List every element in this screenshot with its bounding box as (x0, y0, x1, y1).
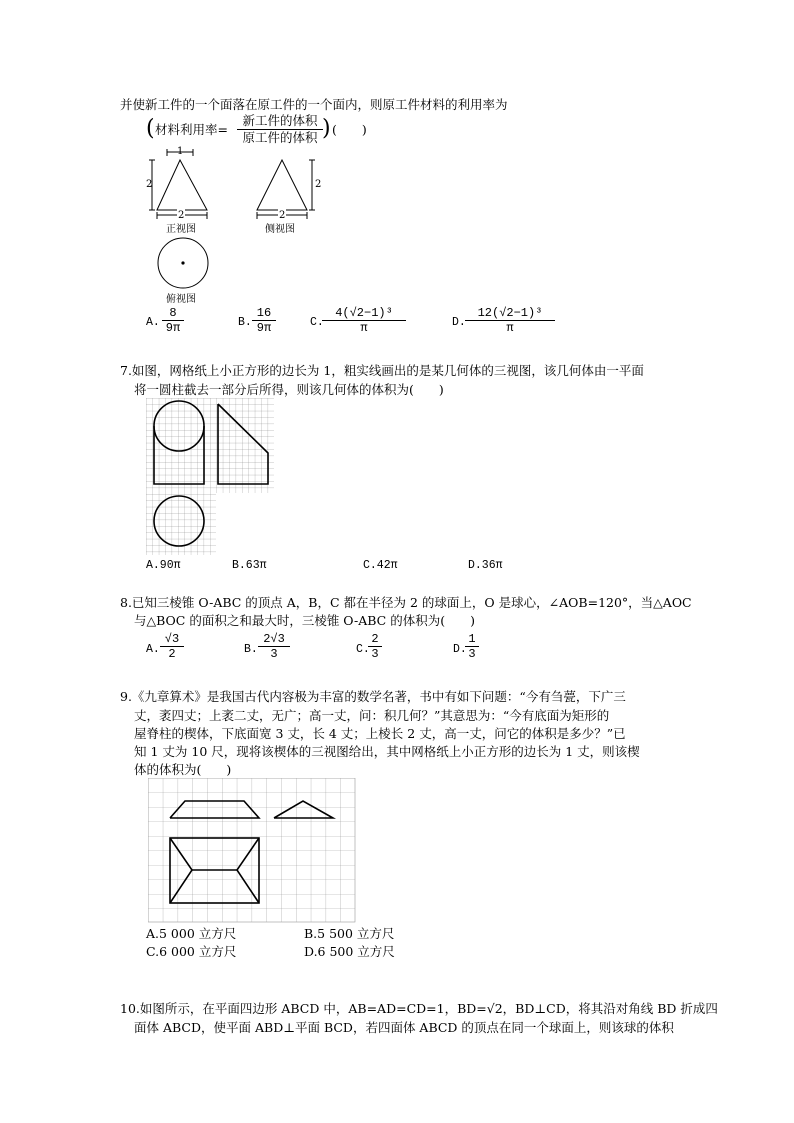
q9-stem-line2: 丈，袤四丈；上袤二丈，无广；高一丈，问：积几何？”其意思为：“今有底面为矩形的 (134, 708, 610, 723)
q6-option-b-label: B. (238, 316, 252, 329)
q9-stem-line1: 9.《九章算术》是我国古代内容极为丰富的数学名著，书中有如下问题：“今有刍甍，下广三 (120, 689, 626, 704)
q6-formula-denominator: 原工件的体积 (237, 129, 323, 146)
q8-option-b-den: 3 (258, 646, 290, 661)
q6-option-d-num: 12(√2−1)³ (477, 306, 543, 320)
q6-top-view-label: 俯视图 (166, 294, 196, 305)
q6-formula-lparen: ( (146, 116, 155, 141)
q7-stem-line2: 将一圆柱截去一部分后所得，则该几何体的体积为( ) (134, 382, 444, 397)
q8-option-c-num: 2 (371, 632, 379, 646)
q9-option-d: D.6 500 立方尺 (304, 944, 395, 959)
q8-option-c-den: 3 (368, 646, 382, 661)
q6-dim-bottom-side: 2 (278, 207, 286, 224)
q8-option-d-fraction (465, 632, 479, 661)
q9-stem-line5: 体的体积为( ) (134, 762, 232, 777)
q9-option-a: A.5 000 立方尺 (146, 926, 237, 941)
q6-dim-bottom-front: 2 (177, 207, 185, 224)
q8-option-c-label: C. (356, 643, 370, 656)
q8-option-a-num: √3 (164, 632, 180, 646)
q7-grid-figure (146, 398, 274, 555)
q8-option-b-fraction (258, 632, 290, 661)
q6-option-a-den: 9π (162, 320, 184, 335)
q6-formula-rparen: ) (322, 116, 331, 141)
q8-option-c-fraction (368, 632, 382, 661)
q9-option-c: C.6 000 立方尺 (146, 944, 237, 959)
q8-option-d-label: D. (453, 643, 467, 656)
q7-option-d: D.36π (468, 559, 503, 572)
q10-stem-line1: 10.如图所示，在平面四边形 ABCD 中，AB=AD=CD=1，BD=√2，BD⊥CD，将其沿对角线 BD 折成四 (120, 1001, 718, 1016)
q6-formula-prefix: 材料利用率= (155, 122, 228, 137)
q6-option-a-label: A. (146, 316, 160, 329)
q8-option-d-den: 3 (465, 646, 479, 661)
q6-answer-paren: ( ) (332, 122, 367, 137)
q8-stem-line2: 与△BOC 的面积之和最大时，三棱锥 O-ABC 的体积为( ) (134, 613, 475, 628)
q9-stem-line3: 屋脊柱的楔体，下底面宽 3 丈，长 4 丈；上棱长 2 丈，高一丈，问它的体积是多少？”已 (134, 726, 626, 741)
q8-option-d-num: 1 (468, 632, 476, 646)
q8-option-a-fraction (160, 632, 184, 661)
q6-option-a-fraction (162, 306, 184, 335)
q8-option-b-num: 2√3 (263, 632, 285, 646)
q6-option-c-fraction (322, 306, 406, 335)
q7-option-b: B.63π (232, 559, 267, 572)
q6-front-view-label: 正视图 (166, 224, 196, 235)
q6-option-b-den: 9π (252, 320, 276, 335)
q6-option-b-fraction (252, 306, 276, 335)
q8-option-a-den: 2 (160, 646, 184, 661)
q6-option-a-num: 8 (169, 306, 177, 320)
q6-dim-right: 2 (315, 179, 322, 190)
q8-option-a-label: A. (146, 643, 160, 656)
q6-option-d-fraction (465, 306, 555, 335)
q6-side-view-label: 侧视图 (265, 224, 295, 235)
q6-option-d-label: D. (452, 316, 466, 329)
q6-option-c-den: π (322, 320, 406, 335)
q7-option-c: C.42π (363, 559, 398, 572)
q8-stem-line1: 8.已知三棱锥 O-ABC 的顶点 A，B，C 都在半径为 2 的球面上，O 是球心，∠AOB=120°，当△AOC (120, 595, 692, 610)
q10-stem-line2: 面体 ABCD，使平面 ABD⊥平面 BCD，若四面体 ABCD 的顶点在同一个球面上，则该球的体积 (134, 1020, 674, 1035)
q7-stem-line1: 7.如图，网格纸上小正方形的边长为 1，粗实线画出的是某几何体的三视图，该几何体由一平面 (120, 363, 644, 378)
q6-formula-numerator: 新工件的体积 (242, 113, 318, 128)
q6-dim-left: 2 (146, 179, 153, 190)
q7-option-a: A.90π (146, 559, 181, 572)
q6-option-d-den: π (465, 320, 555, 335)
q9-stem-line4: 知 1 丈为 10 尺，现将该楔体的三视图给出，其中网格纸上小正方形的边长为 1 丈，则该楔 (134, 744, 640, 759)
q6-dim-top: 1 (177, 146, 184, 157)
q6-option-c-label: C. (310, 316, 324, 329)
q6-formula-fraction (237, 113, 323, 146)
q6-option-b-num: 16 (256, 306, 272, 320)
q6-option-c-num: 4(√2−1)³ (335, 306, 393, 320)
q9-grid-figure (148, 778, 356, 923)
q6-intro: 并使新工件的一个面落在原工件的一个面内，则原工件材料的利用率为 (120, 97, 508, 112)
q9-option-b: B.5 500 立方尺 (304, 926, 395, 941)
q8-option-b-label: B. (244, 643, 258, 656)
